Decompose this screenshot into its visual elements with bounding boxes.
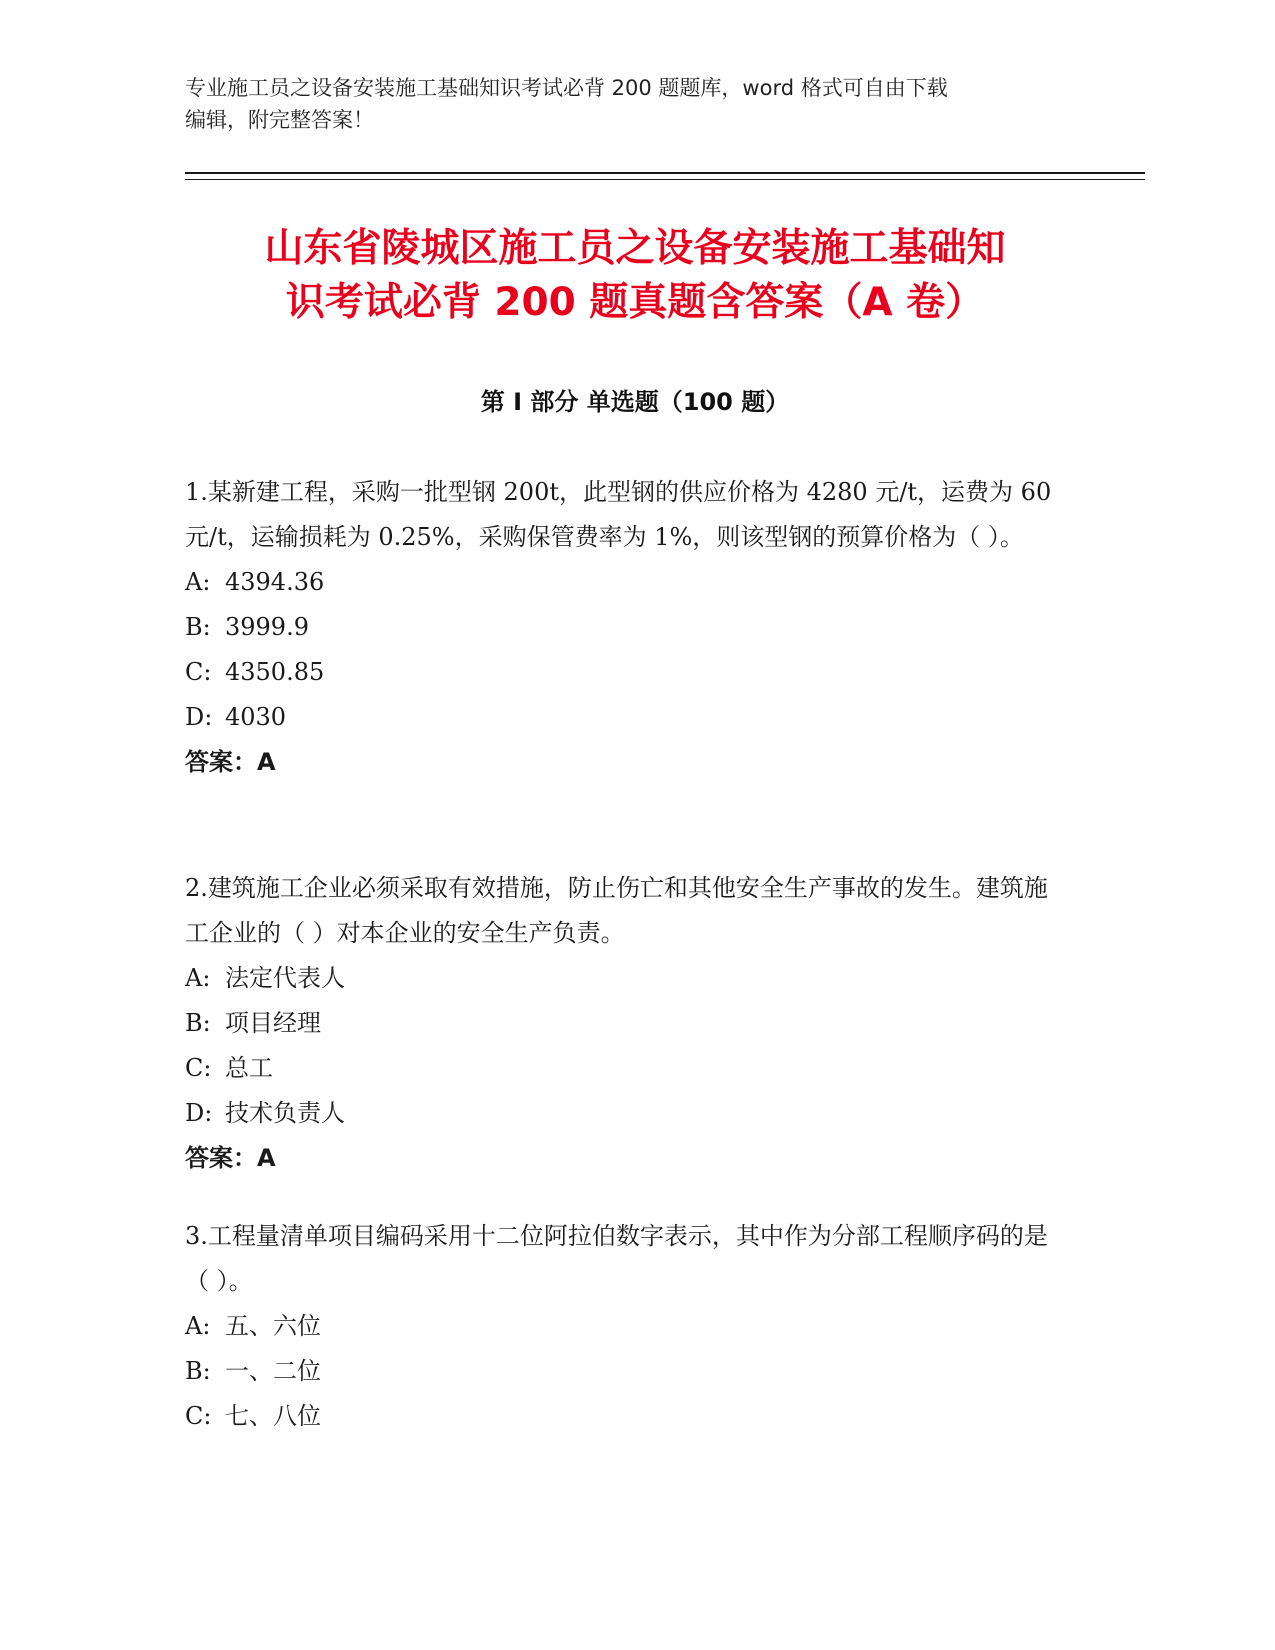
option-text: 4030 — [225, 703, 287, 731]
header-divider-thick — [185, 172, 1145, 174]
title-line-1: 山东省陵城区施工员之设备安装施工基础知 — [264, 226, 1006, 271]
question-1 — [185, 470, 1065, 785]
option-key: A: — [185, 1312, 211, 1340]
question-2 — [185, 866, 1065, 1181]
option-key: A: — [185, 568, 211, 596]
option-key: A: — [185, 964, 211, 992]
section-heading: 第 I 部分 单选题（100 题） — [480, 388, 790, 416]
option-text: 项目经理 — [225, 1009, 321, 1037]
option-b — [185, 1001, 1065, 1046]
title-line-2: 识考试必背 200 题真题含答案（A 卷） — [285, 280, 985, 325]
option-b — [185, 1349, 1065, 1394]
option-key: C: — [185, 1054, 212, 1082]
option-a — [185, 1304, 1065, 1349]
option-d — [185, 1091, 1065, 1136]
option-key: C: — [185, 658, 212, 686]
option-text: 五、六位 — [225, 1312, 321, 1340]
option-a — [185, 560, 1065, 605]
option-c — [185, 1046, 1065, 1091]
header-line-2: 编辑，附完整答案！ — [185, 108, 374, 132]
option-text: 4350.85 — [225, 658, 325, 686]
question-stem: 1.某新建工程，采购一批型钢 200t，此型钢的供应价格为 4280 元/t，运费为 60 元/t，运输损耗为 0.25%，采购保管费率为 1%，则该型钢的预算价格为（ ）。 — [185, 478, 1052, 551]
option-text: 3999.9 — [225, 613, 309, 641]
document-title — [185, 222, 1085, 330]
option-text: 一、二位 — [225, 1357, 321, 1385]
option-key: C: — [185, 1402, 212, 1430]
option-text: 技术负责人 — [225, 1099, 345, 1127]
option-key: D: — [185, 703, 213, 731]
option-d — [185, 695, 1065, 740]
option-key: B: — [185, 1009, 211, 1037]
option-a — [185, 956, 1065, 1001]
option-b — [185, 605, 1065, 650]
option-text: 七、八位 — [225, 1402, 321, 1430]
question-3 — [185, 1214, 1065, 1439]
option-key: B: — [185, 1357, 211, 1385]
answer-line: 答案：A — [185, 1144, 276, 1172]
option-c — [185, 650, 1065, 695]
page-header — [185, 72, 1065, 136]
option-text: 法定代表人 — [225, 964, 345, 992]
header-line-1: 专业施工员之设备安装施工基础知识考试必背 200 题题库，word 格式可自由下载 — [185, 76, 948, 100]
answer-line: 答案：A — [185, 748, 276, 776]
option-key: D: — [185, 1099, 213, 1127]
question-stem: 3.工程量清单项目编码采用十二位阿拉伯数字表示，其中作为分部工程顺序码的是（ ）。 — [185, 1222, 1048, 1295]
option-key: B: — [185, 613, 211, 641]
option-text: 总工 — [225, 1054, 273, 1082]
question-stem: 2.建筑施工企业必须采取有效措施，防止伤亡和其他安全生产事故的发生。建筑施工企业的（ ）对本企业的安全生产负责。 — [185, 874, 1048, 947]
option-text: 4394.36 — [225, 568, 325, 596]
header-divider-thin — [185, 179, 1145, 180]
option-c — [185, 1394, 1065, 1439]
